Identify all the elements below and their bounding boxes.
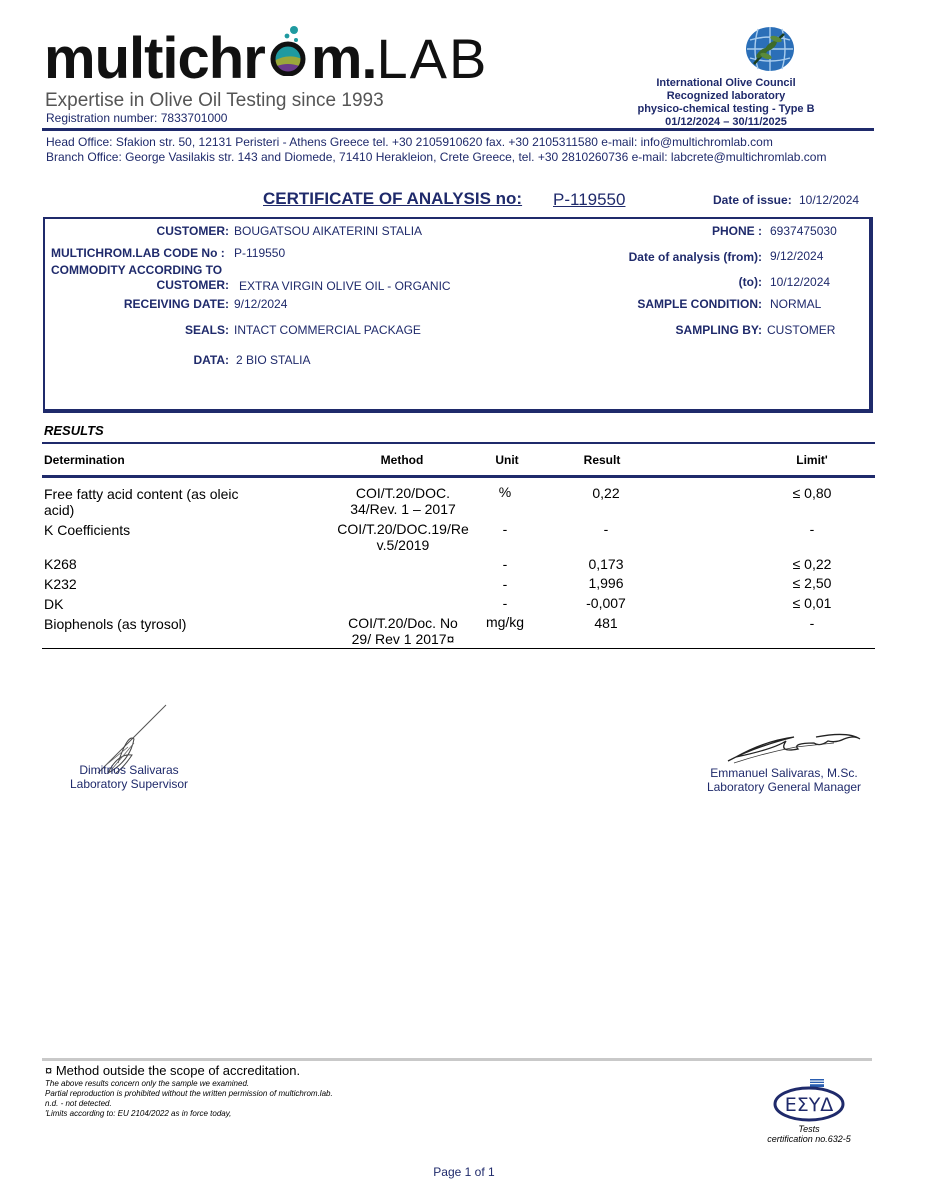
table-row-unit: - <box>502 556 508 572</box>
table-row-det: Biophenols (as tyrosol) <box>44 616 187 632</box>
footnote: 'Limits according to: EU 2104/2022 as in force today, <box>45 1109 232 1118</box>
supervisor-name: Dimitrios Salivaras <box>79 763 179 777</box>
commodity-label-2: CUSTOMER: <box>156 278 229 292</box>
footer-rule <box>42 1058 872 1061</box>
table-row-limit: ≤ 0,01 <box>792 595 832 611</box>
manager-title: Laboratory General Manager <box>706 780 862 794</box>
footnote: The above results concern only the sample we examined. <box>45 1079 250 1088</box>
commodity-label: COMMODITY ACCORDING TO <box>51 263 223 277</box>
method-line: COI/T.20/DOC. <box>355 485 451 501</box>
ioc-line: 01/12/2024 – 30/11/2025 <box>665 116 787 128</box>
col-result: Result <box>583 453 621 467</box>
flask-logo-icon <box>265 36 311 80</box>
esyd-logo-icon <box>772 1078 846 1129</box>
commodity-value: EXTRA VIRGIN OLIVE OIL - ORGANIC <box>239 279 451 293</box>
table-row-result: 0,22 <box>592 485 620 501</box>
det-line: Free fatty acid content (as oleic <box>44 486 239 502</box>
col-method: Method <box>380 453 424 467</box>
method-line: COI/T.20/DOC.19/Re <box>337 521 469 537</box>
table-row-det: K Coefficients <box>44 522 131 538</box>
table-row-limit: - <box>809 521 815 537</box>
seals-label: SEALS: <box>184 323 229 337</box>
method-line: COI/T.20/Doc. No <box>348 615 458 631</box>
signature-left-block <box>44 763 214 791</box>
results-bottom-rule <box>42 648 875 649</box>
seals-value: INTACT COMMERCIAL PACKAGE <box>234 323 421 337</box>
head-office-address: Head Office: Sfakion str. 50, 12131 Peristeri - Athens Greece tel. +30 2105910620 fax. +30 2105311580 e-mail: info@multichromlab.com <box>46 135 773 149</box>
table-row-unit: - <box>502 576 508 592</box>
sample-condition-label: SAMPLE CONDITION: <box>637 297 762 311</box>
table-row-result: -0,007 <box>586 595 626 611</box>
table-row-unit: - <box>502 521 508 537</box>
table-row-det: K268 <box>44 556 77 572</box>
table-row-result: 0,173 <box>588 556 624 572</box>
col-unit: Unit <box>495 453 519 467</box>
footnote: Partial reproduction is prohibited without the written permission of multichrom.lab. <box>45 1089 333 1098</box>
certificate-title: CERTIFICATE OF ANALYSIS no: <box>263 189 523 208</box>
page-number: Page 1 of 1 <box>433 1165 495 1179</box>
branch-office-address: Branch Office: George Vasilakis str. 143 and Diomede, 71410 Herakleion, Crete Greece, tel. +30 2810260736 e-mail: labcrete@multichromlab.com <box>46 150 827 164</box>
data-value: 2 BIO STALIA <box>236 353 311 367</box>
table-row-det: DK <box>44 596 64 612</box>
code-value: P-119550 <box>234 246 286 260</box>
phone-label: PHONE : <box>711 224 762 238</box>
customer-value: BOUGATSOU AIKATERINI STALIA <box>234 224 423 238</box>
ioc-line: Recognized laboratory <box>666 90 786 102</box>
esyd-logo-text: ΕΣΥΔ <box>784 1094 834 1116</box>
signature-right-block <box>694 766 874 794</box>
receiving-date-label: RECEIVING DATE: <box>123 297 229 311</box>
header-rule <box>42 475 875 478</box>
table-row-limit: ≤ 0,22 <box>792 556 832 572</box>
receiving-date-value: 9/12/2024 <box>234 297 288 311</box>
esyd-certification <box>760 1124 858 1144</box>
results-heading: RESULTS <box>44 423 104 438</box>
manager-name: Emmanuel Salivaras, M.Sc. <box>710 766 858 780</box>
table-row-unit: - <box>502 595 508 611</box>
table-row-result: - <box>603 521 609 537</box>
ioc-recognition <box>616 77 836 129</box>
issue-date-value: 10/12/2024 <box>799 193 860 207</box>
method-line: 34/Rev. 1 – 2017 <box>350 501 456 517</box>
supervisor-title: Laboratory Supervisor <box>69 777 189 791</box>
certificate-number: P-119550 <box>553 190 626 209</box>
table-row-limit: - <box>809 615 815 631</box>
company-logo <box>44 26 489 91</box>
company-tagline: Expertise in Olive Oil Testing since 1993 <box>45 90 384 111</box>
code-label: MULTICHROM.LAB CODE No : <box>51 246 225 260</box>
table-row-det <box>44 486 239 518</box>
table-row-unit: % <box>498 484 512 500</box>
data-label: DATA: <box>193 353 229 367</box>
phone-value: 6937475030 <box>770 224 837 238</box>
esyd-line: certification no.632-5 <box>767 1134 851 1144</box>
table-row-method <box>322 521 484 553</box>
col-limit: Limit' <box>796 453 828 467</box>
sampling-by-label: SAMPLING BY: <box>675 323 762 337</box>
ioc-line: physico-chemical testing - Type B <box>637 103 815 115</box>
accreditation-note: ¤ Method outside the scope of accreditation. <box>45 1063 301 1078</box>
logo-text-rest: m. <box>310 26 377 91</box>
method-line: v.5/2019 <box>376 537 430 553</box>
table-row-limit: ≤ 0,80 <box>792 485 832 501</box>
sample-condition-value: NORMAL <box>770 297 822 311</box>
table-row-result: 1,996 <box>588 575 624 591</box>
table-row-result: 481 <box>594 615 618 631</box>
table-row-det: K232 <box>44 576 77 592</box>
logo-text-main: multichr <box>44 26 265 91</box>
sampling-by-value: CUSTOMER <box>767 323 836 337</box>
analysis-from-value: 9/12/2024 <box>770 249 824 263</box>
customer-label: CUSTOMER: <box>156 224 229 238</box>
logo-text-lab: LAB <box>376 27 489 90</box>
table-row-method <box>322 615 484 647</box>
footnote: n.d. - not detected. <box>45 1099 112 1108</box>
header-divider <box>42 128 874 131</box>
registration-number: Registration number: 7833701000 <box>46 111 228 125</box>
table-row-unit: mg/kg <box>485 614 525 630</box>
table-row-method <box>322 485 484 517</box>
ioc-line: International Olive Council <box>656 77 796 89</box>
col-determination: Determination <box>44 453 125 467</box>
analysis-to-value: 10/12/2024 <box>770 275 831 289</box>
method-line: 29/ Rev 1 2017¤ <box>351 631 455 647</box>
results-top-rule <box>42 442 875 444</box>
table-row-limit: ≤ 2,50 <box>792 575 832 591</box>
esyd-line: Tests <box>798 1124 820 1134</box>
det-line: acid) <box>44 502 75 518</box>
issue-date-label: Date of issue: <box>713 193 792 207</box>
analysis-to-label: (to): <box>738 275 762 289</box>
olive-globe-icon <box>744 26 796 77</box>
analysis-from-label: Date of analysis (from): <box>628 250 762 264</box>
